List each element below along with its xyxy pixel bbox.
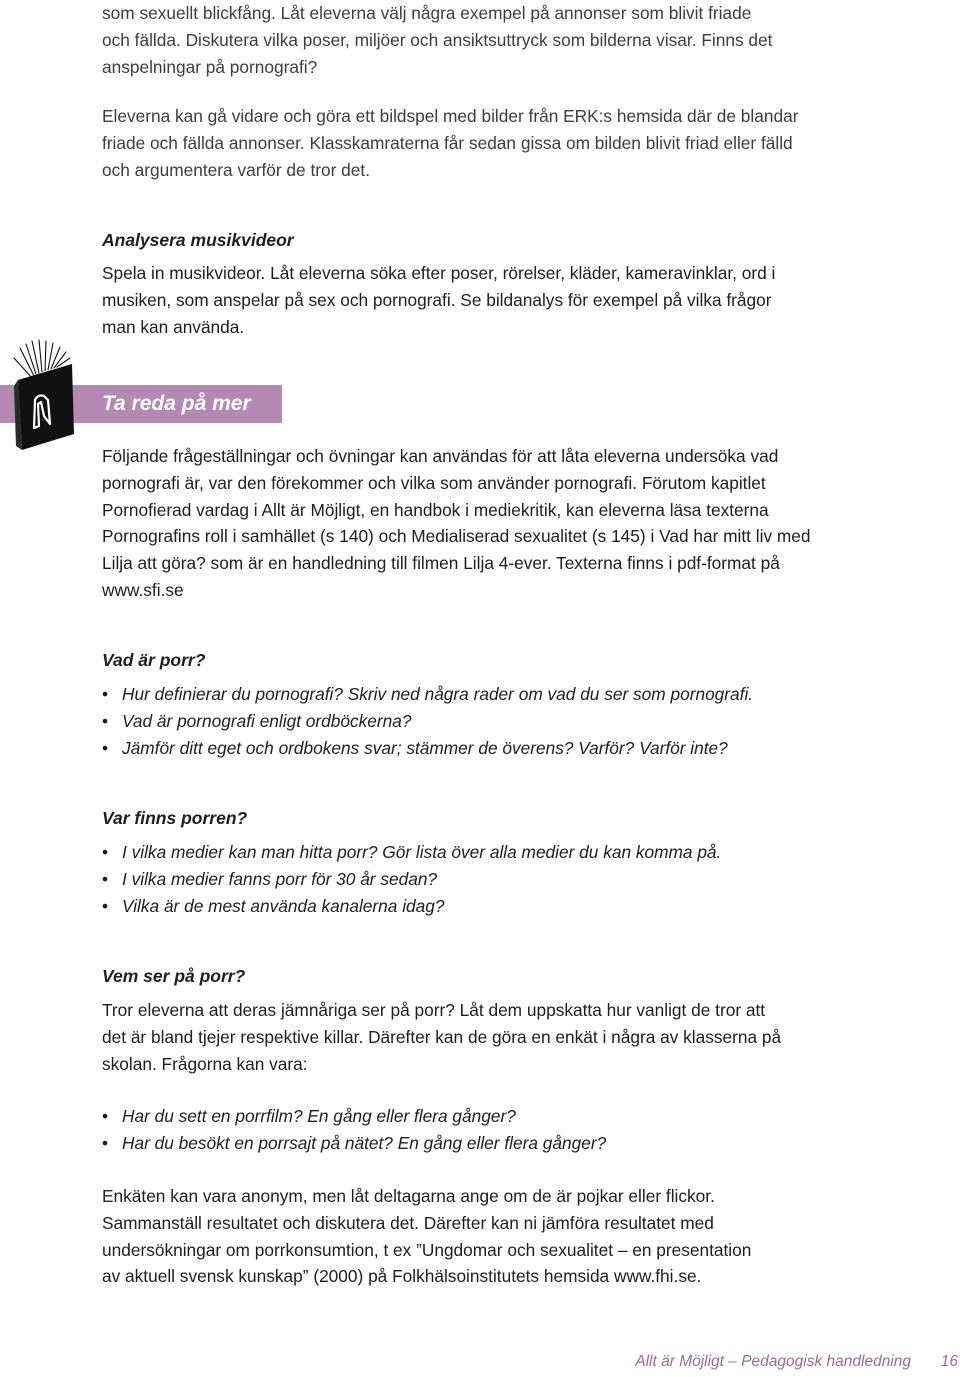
- text-line: skolan. Frågorna kan vara:: [102, 1053, 308, 1074]
- what-is-porn-section: [102, 647, 872, 761]
- text-line: av aktuell svensk kunskap” (2000) på Folkhälsoinstitutets hemsida www.fhi.se.: [102, 1266, 702, 1287]
- text-line: friade och fällda annonser. Klasskamraterna får sedan gissa om bilden blivit friad eller fälld: [102, 132, 793, 153]
- section-heading: Analysera musikvideor: [102, 230, 294, 250]
- text-line: Pornografins roll i samhället (s 140) och Medialiserad sexualitet (s 145) i Vad har mitt liv med: [102, 526, 811, 547]
- question-list: [102, 839, 872, 919]
- footer-title: Allt är Möjligt – Pedagogisk handledning: [635, 1353, 911, 1370]
- text-line: Lilja att göra? som är en handledning till filmen Lilja 4-ever. Texterna finns i pdf-format på: [102, 553, 780, 574]
- section-heading: Vem ser på porr?: [102, 966, 246, 986]
- text-line: musiken, som anspelar på sex och pornografi. Se bildanalys för exempel på vilka frågor: [102, 289, 772, 310]
- text-line: Sammanställ resultatet och diskutera det. Därefter kan ni jämföra resultatet med: [102, 1212, 714, 1233]
- page-number: 16: [940, 1353, 958, 1370]
- list-item: • Vilka är de mest använda kanalerna idag?: [102, 893, 872, 920]
- text-line: Pornofierad vardag i Allt är Möjligt, en handbok i mediekritik, kan eleverna läsa texterna: [102, 499, 769, 520]
- question-list: [102, 681, 872, 761]
- survey-question-list: [102, 1103, 872, 1157]
- text-line: www.sfi.se: [102, 579, 184, 600]
- where-is-porn-section: [102, 805, 872, 919]
- text-line: anspelningar på pornografi?: [102, 56, 318, 77]
- list-item: • Har du besökt en porrsajt på nätet? En gång eller flera gånger?: [102, 1130, 872, 1157]
- more-info-paragraph: [102, 443, 872, 604]
- text-line: det är bland tjejer respektive killar. Därefter kan de göra en enkät i några av klasserna på: [102, 1026, 782, 1047]
- list-item: • I vilka medier kan man hitta porr? Gör lista över alla medier du kan komma på.: [102, 839, 872, 866]
- text-line: undersökningar om porrkonsumtion, t ex ”Ungdomar och sexualitet – en presentation: [102, 1239, 752, 1260]
- book-icon: [4, 336, 84, 454]
- list-item: • Jämför ditt eget och ordbokens svar; stämmer de överens? Varför? Varför inte?: [102, 735, 872, 762]
- list-item: • Har du sett en porrfilm? En gång eller flera gånger?: [102, 1103, 872, 1130]
- page-footer: [0, 1353, 960, 1377]
- section-heading: Vad är porr?: [102, 650, 206, 670]
- text-line: Följande frågeställningar och övningar kan användas för att låta eleverna undersöka vad: [102, 446, 779, 466]
- intro-paragraph-2: [102, 103, 872, 183]
- list-item: • I vilka medier fanns porr för 30 år sedan?: [102, 866, 872, 893]
- text-line: Eleverna kan gå vidare och göra ett bildspel med bilder från ERK:s hemsida där de blandar: [102, 106, 799, 126]
- banner-label: Ta reda på mer: [102, 392, 251, 415]
- list-item: • Vad är pornografi enligt ordböckerna?: [102, 708, 872, 735]
- text-line: pornografi är, var den förekommer och vilka som använder pornografi. Förutom kapitlet: [102, 472, 766, 493]
- intro-paragraph-1: [102, 0, 872, 80]
- text-line: Tror eleverna att deras jämnåriga ser på porr? Låt dem uppskatta hur vanligt de tror att: [102, 1000, 766, 1020]
- music-video-section: [102, 227, 872, 340]
- section-heading: Var finns porren?: [102, 808, 248, 828]
- text-line: och fällda. Diskutera vilka poser, miljöer och ansiktsuttryck som bilderna visar. Finns det: [102, 29, 773, 50]
- who-watches-section: [102, 963, 872, 1290]
- text-line: Spela in musikvideor. Låt eleverna söka efter poser, rörelser, kläder, kameravinklar, ord i: [102, 263, 776, 283]
- text-line: och argumentera varför de tror det.: [102, 159, 370, 180]
- text-line: som sexuellt blickfång. Låt eleverna välj några exempel på annonser som blivit friade: [102, 3, 752, 23]
- text-line: Enkäten kan vara anonym, men låt deltagarna ange om de är pojkar eller flickor.: [102, 1185, 715, 1206]
- list-item: • Hur definierar du pornografi? Skriv ned några rader om vad du ser som pornografi.: [102, 681, 872, 708]
- text-line: man kan använda.: [102, 316, 245, 337]
